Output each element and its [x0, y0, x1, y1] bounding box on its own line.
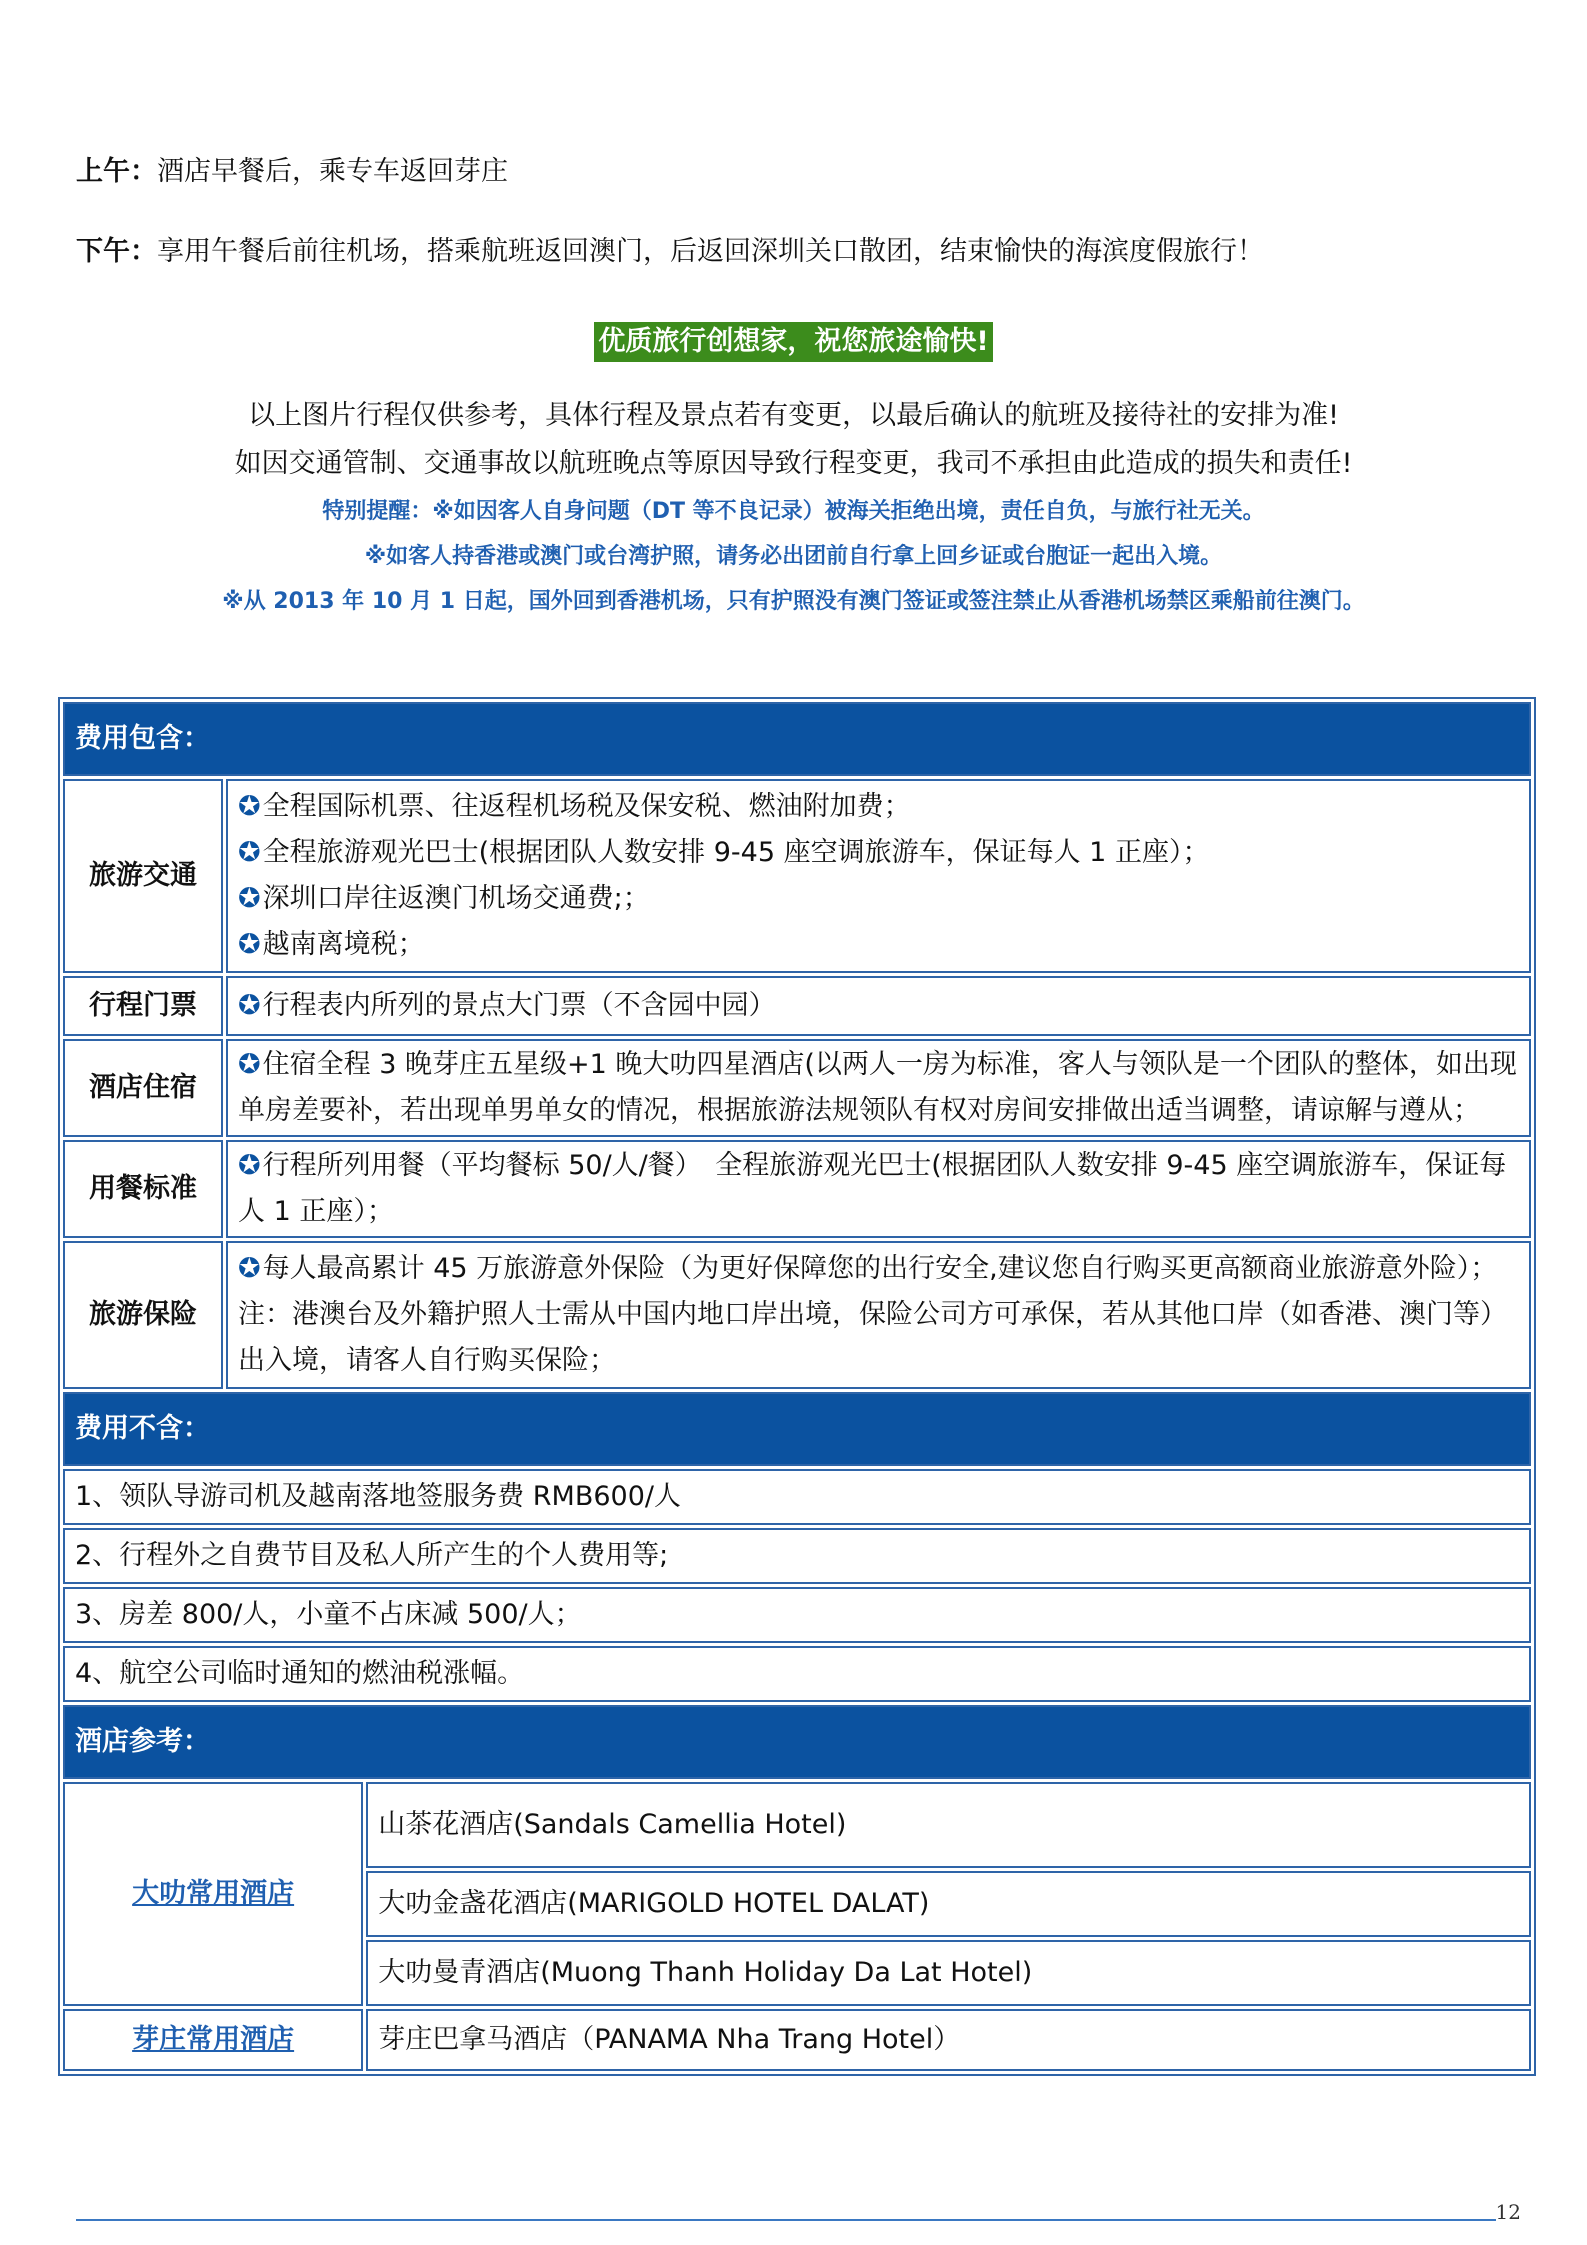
- hotel-item: ✪住宿全程 3 晚芽庄五星级+1 晚大叻四星酒店(以两人一房为标准，客人与领队是一个团队的整体，如出现单房差要补，若出现单男单女的情况，根据旅游法规领队有权对房间安排做出适当调整，请谅解与遵从；: [226, 1039, 1531, 1137]
- tickets-item: ✪行程表内所列的景点大门票（不含园中园）: [226, 976, 1531, 1036]
- morning-label: 上午：: [76, 156, 157, 187]
- star-icon: ✪: [238, 1150, 261, 1181]
- fee-table: [58, 697, 1536, 2076]
- star-icon: ✪: [238, 1049, 261, 1080]
- category-meals: 用餐标准: [63, 1140, 223, 1238]
- afternoon-text: 享用午餐后前往机场，搭乘航班返回澳门，后返回深圳关口散团，结束愉快的海滨度假旅行！: [157, 236, 1264, 267]
- hotel-name: 大叻曼青酒店(Muong Thanh Holiday Da Lat Hotel): [366, 1940, 1531, 2006]
- category-hotel: 酒店住宿: [63, 1039, 223, 1137]
- list-item: ✪全程国际机票、往返程机场税及保安税、燃油附加费；: [238, 791, 911, 822]
- disclaimer-line: 如因交通管制、交通事故以航班晚点等原因导致行程变更，我司不承担由此造成的损失和责任!: [234, 448, 1353, 479]
- hotel-name: 芽庄巴拿马酒店（PANAMA Nha Trang Hotel）: [366, 2009, 1531, 2071]
- footer-rule: [76, 2219, 1496, 2221]
- hotel-name: 山茶花酒店(Sandals Camellia Hotel): [366, 1782, 1531, 1868]
- meals-item: ✪行程所列用餐（平均餐标 50/人/餐） 全程旅游观光巴士(根据团队人数安排 9-45 座空调旅游车，保证每人 1 正座）；: [226, 1140, 1531, 1238]
- hotels-header: 酒店参考：: [63, 1705, 1531, 1779]
- star-icon: ✪: [238, 1253, 261, 1284]
- page-number: 12: [1495, 2200, 1521, 2224]
- star-icon: ✪: [238, 929, 261, 960]
- slogan-banner: 优质旅行创想家，祝您旅途愉快!: [594, 322, 992, 362]
- disclaimer-line: 以上图片行程仅供参考，具体行程及景点若有变更，以最后确认的航班及接待社的安排为准!: [248, 400, 1339, 431]
- afternoon-label: 下午：: [76, 236, 157, 267]
- warning-line: ※如客人持香港或澳门或台湾护照，请务必出团前自行拿上回乡证或台胞证一起出入境。: [364, 544, 1223, 569]
- slogan-wrap: [0, 322, 1587, 362]
- itinerary-morning: [76, 154, 508, 190]
- star-icon: ✪: [238, 883, 261, 914]
- warning-line: ※从 2013 年 10 月 1 日起，国外回到香港机场，只有护照没有澳门签证或签注禁止从香港机场禁区乘船前往澳门。: [222, 589, 1365, 614]
- excluded-item: 3、房差 800/人，小童不占床减 500/人；: [63, 1587, 1531, 1643]
- hotel-name: 大叻金盏花酒店(MARIGOLD HOTEL DALAT): [366, 1871, 1531, 1937]
- star-icon: ✪: [238, 990, 261, 1021]
- star-icon: ✪: [238, 791, 261, 822]
- itinerary-afternoon: [76, 234, 1264, 270]
- insurance-note: 注：港澳台及外籍护照人士需从中国内地口岸出境，保险公司方可承保，若从其他口岸（如香港、澳门等）出入境，请客人自行购买保险；: [238, 1299, 1507, 1376]
- transport-items: [226, 779, 1531, 973]
- city-nhatrang-link[interactable]: 芽庄常用酒店: [63, 2009, 363, 2071]
- category-transport: 旅游交通: [63, 779, 223, 973]
- city-dalat-link[interactable]: 大叻常用酒店: [63, 1782, 363, 2006]
- excluded-item: 4、航空公司临时通知的燃油税涨幅。: [63, 1646, 1531, 1702]
- list-item: ✪深圳口岸往返澳门机场交通费;；: [238, 883, 650, 914]
- included-header: 费用包含：: [63, 702, 1531, 776]
- excluded-header: 费用不含：: [63, 1392, 1531, 1466]
- category-tickets: 行程门票: [63, 976, 223, 1036]
- list-item: ✪全程旅游观光巴士(根据团队人数安排 9-45 座空调旅游车，保证每人 1 正座）；: [238, 837, 1210, 868]
- excluded-item: 2、行程外之自费节目及私人所产生的个人费用等;: [63, 1528, 1531, 1584]
- list-item: ✪越南离境税；: [238, 929, 425, 960]
- morning-text: 酒店早餐后，乘专车返回芽庄: [157, 156, 508, 187]
- star-icon: ✪: [238, 837, 261, 868]
- warning-line: 特别提醒：※如因客人自身问题（DT 等不良记录）被海关拒绝出境，责任自负，与旅行社无关。: [322, 499, 1265, 524]
- category-insurance: 旅游保险: [63, 1241, 223, 1389]
- excluded-item: 1、领队导游司机及越南落地签服务费 RMB600/人: [63, 1469, 1531, 1525]
- insurance-item: ✪每人最高累计 45 万旅游意外保险（为更好保障您的出行安全,建议您自行购买更高额商业旅游意外险）； 注：港澳台及外籍护照人士需从中国内地口岸出境，保险公司方可承保，若从其他口岸（如香港、澳门等）出入境，请客人自行购买保险；: [226, 1241, 1531, 1389]
